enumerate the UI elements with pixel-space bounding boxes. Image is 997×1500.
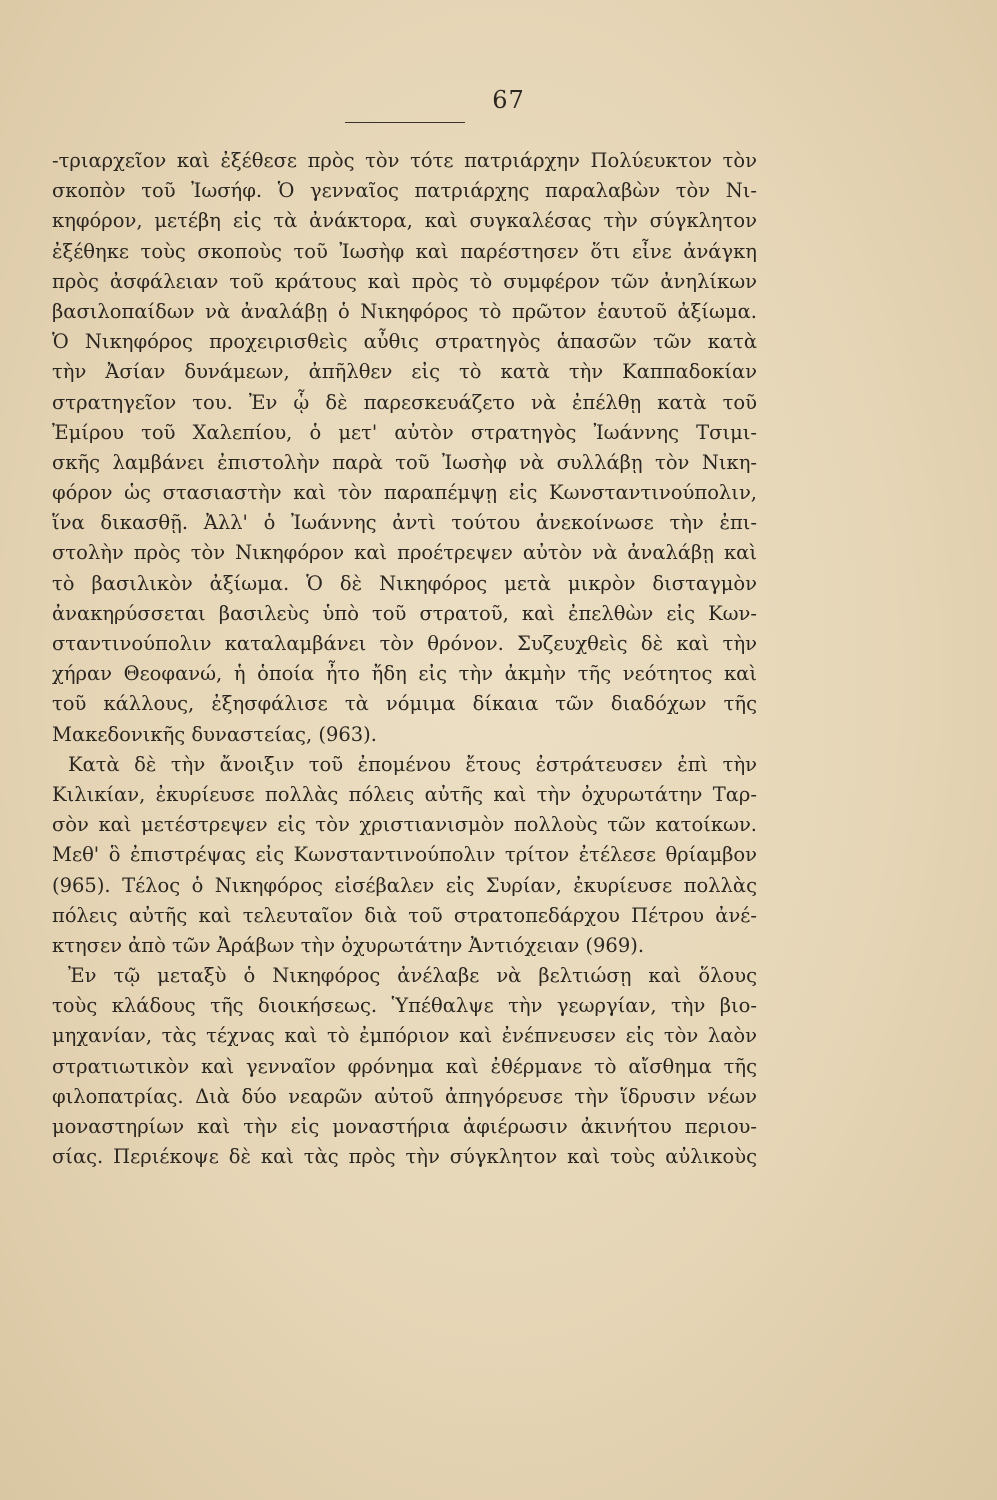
text-line: σίας. Περιέκοψε δὲ καὶ τὰς πρὸς τὴν σύγκλητον καὶ τοὺς αὐλικοὺς (52, 1145, 757, 1169)
text-line: τοῦ κάλλους, ἐξησφάλισε τὰ νόμιμα δίκαια τῶν διαδόχων τῆς (52, 692, 757, 716)
text-line: Ὁ Νικηφόρος προχειρισθεὶς αὖθις στρατηγὸς ἁπασῶν τῶν κατὰ (52, 330, 757, 354)
text-line: Κιλικίαν, ἐκυρίευσε πολλὰς πόλεις αὐτῆς καὶ τὴν ὀχυρωτάτην Ταρ- (52, 782, 757, 806)
text-line: σταντινούπολιν καταλαμβάνει τὸν θρόνον. Συζευχθεὶς δὲ καὶ τὴν (52, 632, 757, 655)
text-line: στολὴν πρὸς τὸν Νικηφόρον καὶ προέτρεψεν αὐτὸν νὰ ἀναλάβῃ καὶ (52, 541, 757, 565)
text-line: βασιλοπαίδων νὰ ἀναλάβῃ ὁ Νικηφόρος τὸ πρῶτον ἑαυτοῦ ἀξίωμα. (52, 299, 757, 323)
text-line: φόρον ὡς στασιαστὴν καὶ τὸν παραπέμψῃ εἰς Κωνσταντινούπολιν, (52, 481, 757, 505)
text-line: Μεθ' ὃ ἐπιστρέψας εἰς Κωνσταντινούπολιν τρίτον ἐτέλεσε θρίαμβον (52, 843, 757, 867)
text-line: πόλεις αὐτῆς καὶ τελευταῖον διὰ τοῦ στρατοπεδάρχου Πέτρου ἀνέ- (52, 903, 757, 927)
body-text (52, 146, 757, 1172)
text-line: μηχανίαν, τὰς τέχνας καὶ τὸ ἐμπόριον καὶ ἐνέπνευσεν εἰς τὸν λαὸν (52, 1024, 757, 1048)
text-line: σκῆς λαμβάνει ἐπιστολὴν παρὰ τοῦ Ἰωσὴφ νὰ συλλάβῃ τὸν Νικη- (52, 450, 757, 474)
text-line: μοναστηρίων καὶ τὴν εἰς μοναστήρια ἀφιέρωσιν ἀκινήτου περιου- (52, 1115, 757, 1138)
text-line: (965). Τέλος ὁ Νικηφόρος εἰσέβαλεν εἰς Συρίαν, ἐκυρίευσε πολλὰς (52, 873, 757, 897)
text-line: κτησεν ἀπὸ τῶν Ἀράβων τὴν ὀχυρωτάτην Ἀντιόχειαν (969). (52, 933, 645, 957)
text-line: ἵνα δικασθῇ. Ἀλλ' ὁ Ἰωάννης ἀντὶ τούτου ἀνεκοίνωσε τὴν ἐπι- (52, 511, 757, 535)
text-line: κηφόρον, μετέβη εἰς τὰ ἀνάκτορα, καὶ συγκαλέσας τὴν σύγκλητον (52, 209, 757, 233)
text-line: πρὸς ἀσφάλειαν τοῦ κράτους καὶ πρὸς τὸ συμφέρον τῶν ἀνηλίκων (52, 269, 757, 293)
text-line: Ἐμίρου τοῦ Χαλεπίου, ὁ μετ' αὐτὸν στρατηγὸς Ἰωάννης Τσιμι- (52, 420, 757, 444)
text-line: χήραν Θεοφανώ, ἡ ὁποία ἦτο ἤδη εἰς τὴν ἀκμὴν τῆς νεότητος καὶ (52, 662, 757, 686)
page-number: 67 (492, 86, 525, 114)
text-line: στρατιωτικὸν καὶ γενναῖον φρόνημα καὶ ἐθέρμανε τὸ αἴσθημα τῆς (52, 1054, 757, 1078)
text-line: στρατηγεῖον του. Ἐν ᾧ δὲ παρεσκευάζετο νὰ ἐπέλθῃ κατὰ τοῦ (52, 390, 757, 414)
text-line: τὸ βασιλικὸν ἀξίωμα. Ὁ δὲ Νικηφόρος μετὰ μικρὸν δισταγμὸν (52, 571, 757, 595)
text-line: τὴν Ἀσίαν δυνάμεων, ἀπῆλθεν εἰς τὸ κατὰ τὴν Καππαδοκίαν (52, 360, 757, 384)
text-line: ἀνακηρύσσεται βασιλεὺς ὑπὸ τοῦ στρατοῦ, καὶ ἐπελθὼν εἰς Κων- (52, 601, 757, 625)
text-line: σὸν καὶ μετέστρεψεν εἰς τὸν χριστιανισμὸν πολλοὺς τῶν κατοίκων. (52, 813, 757, 837)
text-line: -τριαρχεῖον καὶ ἐξέθεσε πρὸς τὸν τότε πατριάρχην Πολύευκτον τὸν (52, 149, 757, 172)
text-line: Μακεδονικῆς δυναστείας, (963). (52, 722, 377, 746)
text-line: τοὺς κλάδους τῆς διοικήσεως. Ὑπέθαλψε τὴν γεωργίαν, τὴν βιο- (52, 994, 757, 1018)
text-line: Κατὰ δὲ τὴν ἄνοιξιν τοῦ ἐπομένου ἔτους ἐστράτευσεν ἐπὶ τὴν (68, 752, 757, 776)
text-line: ἐξέθηκε τοὺς σκοποὺς τοῦ Ἰωσὴφ καὶ παρέστησεν ὅτι εἶνε ἀνάγκη (52, 239, 757, 263)
text-line: φιλοπατρίας. Διὰ δύο νεαρῶν αὐτοῦ ἀπηγόρευσε τὴν ἵδρυσιν νέων (52, 1084, 757, 1108)
header-rule (345, 122, 465, 123)
text-line: σκοπὸν τοῦ Ἰωσήφ. Ὁ γενναῖος πατριάρχης παραλαβὼν τὸν Νι- (52, 179, 757, 203)
text-line: Ἐν τῷ μεταξὺ ὁ Νικηφόρος ἀνέλαβε νὰ βελτιώσῃ καὶ ὅλους (68, 964, 757, 988)
